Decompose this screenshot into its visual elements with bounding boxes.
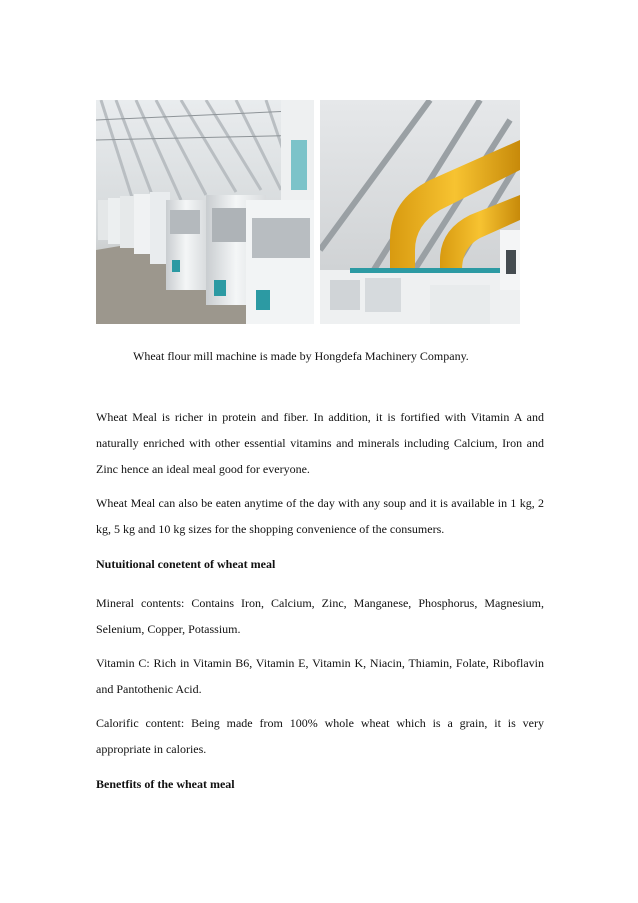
- paragraph-calorific-content: Calorific content: Being made from 100% whole wheat which is a grain, it is very appropriate in calories.: [96, 716, 544, 756]
- paragraph-availability: Wheat Meal can also be eaten anytime of the day with any soup and it is available in 1 kg, 2 kg, 5 kg and 10 kg sizes for the shopping convenience of the consumers.: [96, 496, 544, 536]
- flour-mill-pipes-photo: [320, 100, 520, 324]
- heading-benefits: Benetfits of the wheat meal: [96, 777, 235, 791]
- heading-nutritional-content: Nutuitional conetent of wheat meal: [96, 557, 276, 571]
- image-caption: Wheat flour mill machine is made by Hongdefa Machinery Company.: [133, 349, 469, 363]
- paragraph-vitamin-contents: Vitamin C: Rich in Vitamin B6, Vitamin E, Vitamin K, Niacin, Thiamin, Folate, Riboflavin and Pantothenic Acid.: [96, 656, 544, 696]
- paragraph-intro: Wheat Meal is richer in protein and fiber. In addition, it is fortified with Vitamin A and naturally enriched with other essential vitamins and minerals including Calcium, Iron and Zinc hence an ideal meal good for everyone.: [96, 410, 544, 476]
- flour-mill-machines-photo: [96, 100, 314, 324]
- paragraph-mineral-contents: Mineral contents: Contains Iron, Calcium, Zinc, Manganese, Phosphorus, Magnesium, Selenium, Copper, Potassium.: [96, 596, 544, 636]
